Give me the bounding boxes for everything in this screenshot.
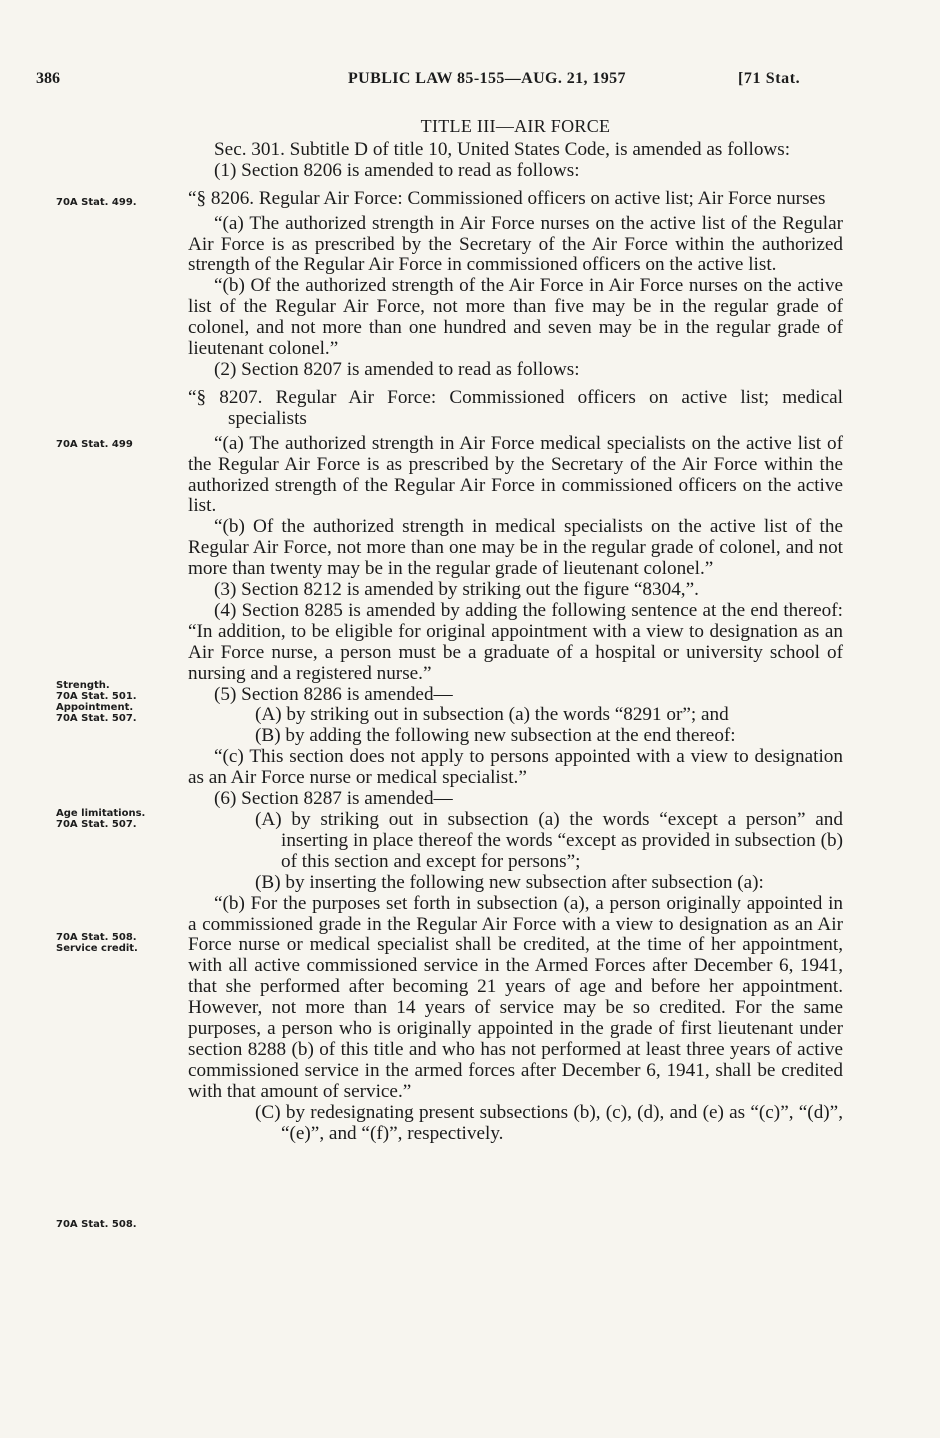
margin-note-3: Strength. 70A Stat. 501. Appointment. 70A Stat. 507. bbox=[56, 680, 137, 724]
section-8206-b: “(b) Of the authorized strength of the Air Force in Air Force nurses on the active list of the Regular Air Force, not more than five may be in the regular grade of colonel, and not more than one hundred and seven may be in the regular grade of lieutenant colonel.” bbox=[188, 275, 843, 360]
subsection-b-text: “(b) For the purposes set forth in subsection (a), a person originally appointed in a commissioned grade in the Regular Air Force with a view to designation as an Air Force nurse or medical specialist shall be credited, at the time of her appointment, with all active commissioned service in the Armed Forces after December 6, 1941, that she performed after becoming 21 years of age and before her appointment. However, not more than 14 years of service may be so credited. For the same purposes, a person who is originally appointed in the grade of first lieutenant under section 8288 (b) of this title and who has not performed at least three years of active commissioned service in the armed forces after December 6, 1941, shall be credited with that amount of service.” bbox=[188, 892, 843, 1102]
title-heading: TITLE III—AIR FORCE bbox=[420, 116, 611, 136]
paragraph-1: (1) Section 8206 is amended to read as follows: bbox=[214, 159, 580, 181]
margin-note-1: 70A Stat. 499. bbox=[56, 197, 137, 208]
paragraph-6-A: (A) by striking out in subsection (a) the words “except a person” and inserting in place thereof the words “except as provided in subsection (b) of this section and except for persons”; bbox=[255, 809, 843, 872]
section-8206-a: “(a) The authorized strength in Air Force nurses on the active list of the Regular Air Force is as prescribed by the Secretary of the Air Force within the authorized strength of the Regular Air Force in commissioned officers on the active list. bbox=[188, 212, 843, 276]
statute-body bbox=[188, 116, 843, 1145]
paragraph-4: (4) Section 8285 is amended by adding the following sentence at the end thereof: “In addition, to be eligible for original appointment with a view to designation as an Air Force nurse, a person must be a graduate of a hospital or university school of nursing and a registered nurse.” bbox=[188, 599, 843, 684]
paragraph-5-A: (A) by striking out in subsection (a) the words “8291 or”; and bbox=[255, 704, 729, 726]
running-title: PUBLIC LAW 85-155—AUG. 21, 1957 bbox=[348, 70, 626, 87]
section-301: Sec. 301. Subtitle D of title 10, United States Code, is amended as follows: bbox=[214, 138, 791, 160]
paragraph-5: (5) Section 8286 is amended— bbox=[214, 683, 453, 705]
heading-8207: “§ 8207. Regular Air Force: Commissioned officers on active list; medical specialists bbox=[188, 386, 843, 429]
paragraph-3: (3) Section 8212 is amended by striking out the figure “8304,”. bbox=[214, 579, 699, 601]
paragraph-6-B: (B) by inserting the following new subsection after subsection (a): bbox=[255, 871, 764, 893]
margin-note-2: 70A Stat. 499 bbox=[56, 439, 133, 450]
section-8207-a: “(a) The authorized strength in Air Force medical specialists on the active list of the Regular Air Force is as prescribed by the Secretary of the Air Force within the authorized strength of the Regular Air Force in commissioned officers on the active list. bbox=[188, 432, 843, 517]
volume-citation: [71 Stat. bbox=[738, 70, 801, 87]
margin-note-5: 70A Stat. 508. Service credit. bbox=[56, 932, 138, 954]
page-header bbox=[0, 70, 940, 94]
paragraph-6: (6) Section 8287 is amended— bbox=[214, 788, 453, 810]
paragraph-2: (2) Section 8207 is amended to read as follows: bbox=[214, 358, 580, 380]
paragraph-5-B: (B) by adding the following new subsection at the end thereof: bbox=[255, 725, 736, 747]
heading-8206: “§ 8206. Regular Air Force: Commissioned officers on active list; Air Force nurses bbox=[188, 187, 826, 209]
page-number: 386 bbox=[36, 70, 60, 87]
subsection-c-text: “(c) This section does not apply to persons appointed with a view to designation as an Air Force nurse or medical specialist.” bbox=[188, 746, 843, 789]
paragraph-6-C: (C) by redesignating present subsections (b), (c), (d), and (e) as “(c)”, “(d)”, “(e)”, and “(f)”, respectively. bbox=[255, 1101, 843, 1144]
margin-note-4: Age limitations. 70A Stat. 507. bbox=[56, 808, 146, 830]
section-8207-b: “(b) Of the authorized strength in medical specialists on the active list of the Regular Air Force, not more than one may be in the regular grade of colonel, and not more than twenty may be in the regular grade of lieutenant colonel.” bbox=[188, 516, 843, 580]
margin-note-6: 70A Stat. 508. bbox=[56, 1219, 137, 1230]
